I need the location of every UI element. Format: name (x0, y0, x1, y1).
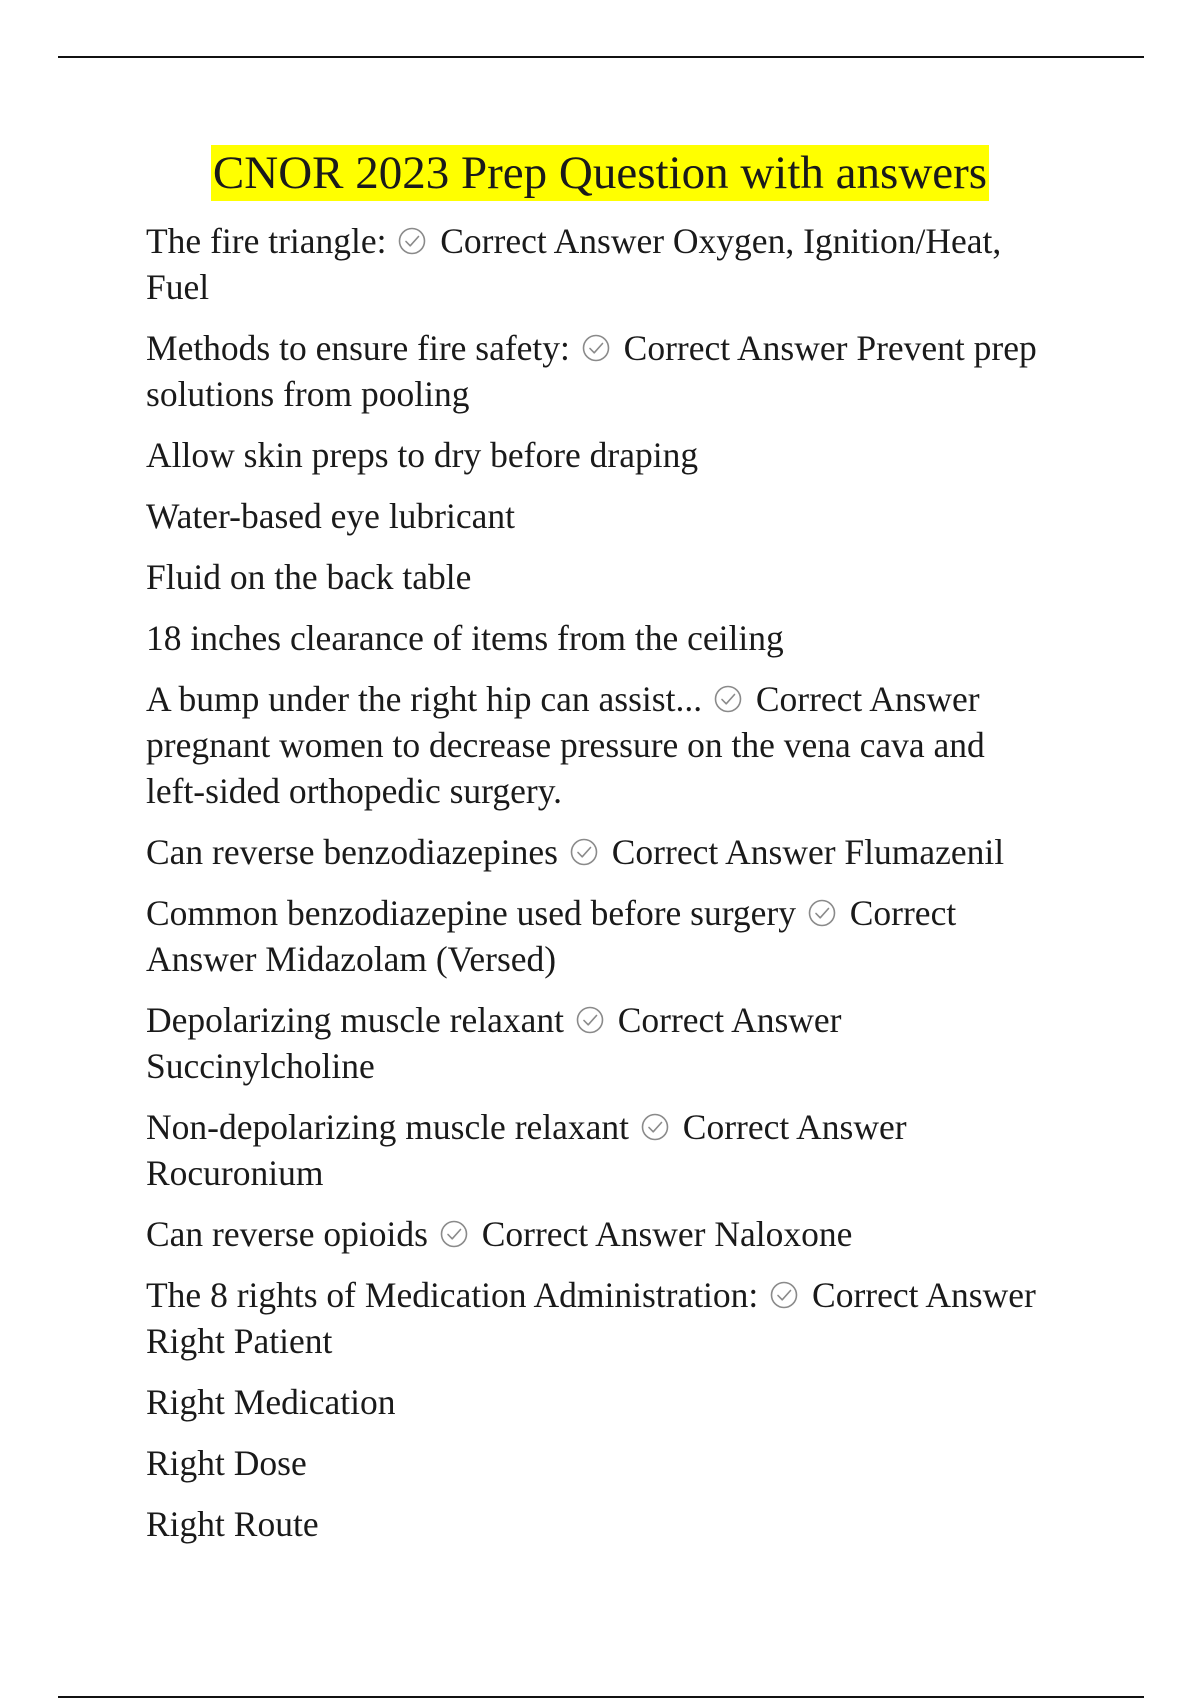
qa-item (146, 615, 1046, 661)
answer-line: Right Dose (146, 1443, 307, 1483)
qa-item (146, 1104, 1046, 1196)
answer-label: Correct Answer (617, 1000, 842, 1040)
answer-label: Correct Answer (481, 1214, 706, 1254)
check-circle-icon (581, 333, 611, 363)
top-divider (58, 56, 1144, 58)
answer-label: Correct Answer (611, 832, 836, 872)
qa-item (146, 554, 1046, 600)
qa-item (146, 890, 1046, 982)
question-list (146, 218, 1046, 1562)
qa-item (146, 1440, 1046, 1486)
question-text: Methods to ensure fire safety: (146, 328, 570, 368)
answer-label: Correct Answer (755, 679, 980, 719)
qa-item (146, 1501, 1046, 1547)
answer-line: Right Medication (146, 1382, 396, 1422)
answer-label: Correct Answer (623, 328, 848, 368)
question-text: Depolarizing muscle relaxant (146, 1000, 564, 1040)
qa-item (146, 493, 1046, 539)
bottom-divider (58, 1696, 1144, 1698)
title-container (0, 145, 1200, 201)
qa-item (146, 218, 1046, 310)
answer-label: Correct Answer (440, 221, 665, 261)
answer-text: Right Patient (146, 1321, 333, 1361)
answer-text: Oxygen, Ignition/Heat, Fuel (146, 221, 1002, 307)
answer-text: Rocuronium (146, 1153, 324, 1193)
qa-item (146, 1272, 1046, 1364)
answer-line: Right Route (146, 1504, 319, 1544)
question-text: Can reverse opioids (146, 1214, 428, 1254)
answer-text: Midazolam (Versed) (265, 939, 557, 979)
answer-line: Allow skin preps to dry before draping (146, 435, 699, 475)
question-text: Common benzodiazepine used before surgery (146, 893, 796, 933)
answer-label: Correct Answer (682, 1107, 907, 1147)
qa-item (146, 676, 1046, 814)
answer-line: Fluid on the back table (146, 557, 472, 597)
check-circle-icon (397, 226, 427, 256)
check-circle-icon (713, 684, 743, 714)
check-circle-icon (769, 1280, 799, 1310)
qa-item (146, 1211, 1046, 1257)
question-text: The fire triangle: (146, 221, 387, 261)
check-circle-icon (640, 1112, 670, 1142)
answer-text: Flumazenil (844, 832, 1005, 872)
answer-text: Prevent prep solutions from pooling (146, 328, 1037, 414)
check-circle-icon (807, 898, 837, 928)
question-text: The 8 rights of Medication Administration: (146, 1275, 759, 1315)
qa-item (146, 829, 1046, 875)
answer-text: Naloxone (714, 1214, 853, 1254)
answer-text: Succinylcholine (146, 1046, 375, 1086)
qa-item (146, 432, 1046, 478)
qa-item (146, 997, 1046, 1089)
question-text: A bump under the right hip can assist... (146, 679, 703, 719)
check-circle-icon (569, 837, 599, 867)
answer-line: Water-based eye lubricant (146, 496, 515, 536)
answer-text: pregnant women to decrease pressure on the vena cava and left-sided orthopedic surgery. (146, 725, 985, 811)
question-text: Non-depolarizing muscle relaxant (146, 1107, 630, 1147)
check-circle-icon (575, 1005, 605, 1035)
answer-line: 18 inches clearance of items from the ceiling (146, 618, 784, 658)
question-text: Can reverse benzodiazepines (146, 832, 558, 872)
answer-label: Correct Answer (812, 1275, 1036, 1315)
answer-label: Correct Answer (146, 893, 957, 979)
document-title: CNOR 2023 Prep Question with answers (212, 147, 988, 199)
qa-item (146, 1379, 1046, 1425)
check-circle-icon (439, 1219, 469, 1249)
qa-item (146, 325, 1046, 417)
